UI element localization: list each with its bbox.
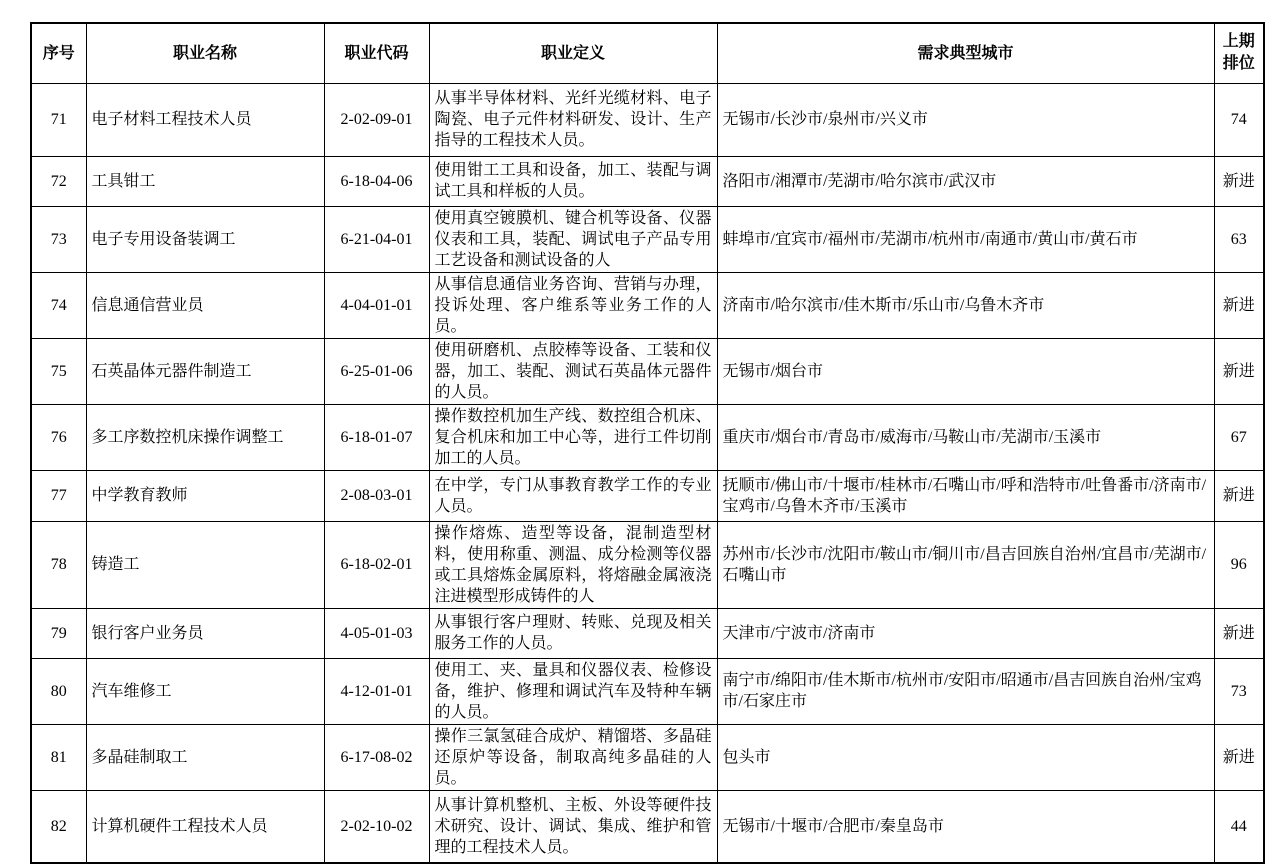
demand-cities: 无锡市/十堰市/合肥市/秦皇岛市 (717, 790, 1214, 863)
table-row (31, 608, 1264, 658)
occupation-definition: 使用研磨机、点胶棒等设备、工装和仪器，加工、装配、测试石英晶体元器件的人员。 (429, 338, 717, 404)
header-no: 序号 (31, 23, 86, 83)
row-no: 71 (31, 83, 86, 156)
row-no: 72 (31, 156, 86, 206)
table-row (31, 206, 1264, 272)
occupation-name: 电子材料工程技术人员 (86, 83, 324, 156)
occupation-name: 计算机硬件工程技术人员 (86, 790, 324, 863)
previous-rank: 新进 (1214, 724, 1264, 790)
table-row (31, 470, 1264, 521)
header-demand-cities: 需求典型城市 (717, 23, 1214, 83)
occupation-definition: 从事半导体材料、光纤光缆材料、电子陶瓷、电子元件材料研发、设计、生产指导的工程技术人员。 (429, 83, 717, 156)
occupation-code: 6-18-04-06 (324, 156, 429, 206)
table-row (31, 83, 1264, 156)
occupation-name: 中学教育教师 (86, 470, 324, 521)
occupation-definition: 使用钳工工具和设备，加工、装配与调试工具和样板的人员。 (429, 156, 717, 206)
table-row (31, 658, 1264, 724)
header-previous-rank-line2: 排位 (1222, 55, 1255, 73)
previous-rank: 新进 (1214, 272, 1264, 338)
row-no: 76 (31, 404, 86, 470)
previous-rank: 新进 (1214, 608, 1264, 658)
occupation-code: 2-02-10-02 (324, 790, 429, 863)
occupation-code: 6-18-01-07 (324, 404, 429, 470)
table-row (31, 404, 1264, 470)
occupation-name: 工具钳工 (86, 156, 324, 206)
row-no: 81 (31, 724, 86, 790)
header-previous-rank-line1: 上期 (1222, 33, 1255, 51)
occupation-definition: 操作数控机加生产线、数控组合机床、复合机床和加工中心等，进行工件切削加工的人员。 (429, 404, 717, 470)
demand-cities: 济南市/哈尔滨市/佳木斯市/乐山市/乌鲁木齐市 (717, 272, 1214, 338)
row-no: 80 (31, 658, 86, 724)
demand-cities: 包头市 (717, 724, 1214, 790)
demand-cities: 抚顺市/佛山市/十堰市/桂林市/石嘴山市/呼和浩特市/吐鲁番市/济南市/宝鸡市/乌鲁木齐市/玉溪市 (717, 470, 1214, 521)
occupation-name: 多工序数控机床操作调整工 (86, 404, 324, 470)
previous-rank: 67 (1214, 404, 1264, 470)
table-row (31, 724, 1264, 790)
previous-rank: 73 (1214, 658, 1264, 724)
row-no: 78 (31, 521, 86, 608)
occupation-code: 2-08-03-01 (324, 470, 429, 521)
occupation-name: 多晶硅制取工 (86, 724, 324, 790)
previous-rank: 新进 (1214, 470, 1264, 521)
table-row (31, 272, 1264, 338)
demand-cities: 无锡市/长沙市/泉州市/兴义市 (717, 83, 1214, 156)
demand-cities: 重庆市/烟台市/青岛市/威海市/马鞍山市/芜湖市/玉溪市 (717, 404, 1214, 470)
header-occupation-name: 职业名称 (86, 23, 324, 83)
occupation-name: 汽车维修工 (86, 658, 324, 724)
occupation-name: 石英晶体元器件制造工 (86, 338, 324, 404)
occupation-definition: 在中学，专门从事教育教学工作的专业人员。 (429, 470, 717, 521)
table-row (31, 521, 1264, 608)
row-no: 82 (31, 790, 86, 863)
occupation-code: 6-18-02-01 (324, 521, 429, 608)
occupation-code: 6-17-08-02 (324, 724, 429, 790)
table-header (31, 23, 1264, 83)
header-previous-rank (1214, 23, 1264, 83)
occupation-code: 4-12-01-01 (324, 658, 429, 724)
table-row (31, 156, 1264, 206)
occupations-table (30, 22, 1265, 864)
occupation-definition: 使用工、夹、量具和仪器仪表、检修设备，维护、修理和调试汽车及特种车辆的人员。 (429, 658, 717, 724)
occupation-definition: 从事银行客户理财、转账、兑现及相关服务工作的人员。 (429, 608, 717, 658)
previous-rank: 新进 (1214, 156, 1264, 206)
occupation-definition: 使用真空镀膜机、键合机等设备、仪器仪表和工具，装配、调试电子产品专用工艺设备和测试设备的人 (429, 206, 717, 272)
previous-rank: 96 (1214, 521, 1264, 608)
occupation-code: 6-25-01-06 (324, 338, 429, 404)
demand-cities: 洛阳市/湘潭市/芜湖市/哈尔滨市/武汉市 (717, 156, 1214, 206)
table-row (31, 338, 1264, 404)
demand-cities: 天津市/宁波市/济南市 (717, 608, 1214, 658)
occupation-code: 4-05-01-03 (324, 608, 429, 658)
occupation-name: 银行客户业务员 (86, 608, 324, 658)
occupation-definition: 操作三氯氢硅合成炉、精馏塔、多晶硅还原炉等设备，制取高纯多晶硅的人员。 (429, 724, 717, 790)
header-occupation-code: 职业代码 (324, 23, 429, 83)
demand-cities: 南宁市/绵阳市/佳木斯市/杭州市/安阳市/昭通市/昌吉回族自治州/宝鸡市/石家庄市 (717, 658, 1214, 724)
row-no: 75 (31, 338, 86, 404)
header-row (31, 23, 1264, 83)
demand-cities: 苏州市/长沙市/沈阳市/鞍山市/铜川市/昌吉回族自治州/宜昌市/芜湖市/石嘴山市 (717, 521, 1214, 608)
header-occupation-definition: 职业定义 (429, 23, 717, 83)
previous-rank: 新进 (1214, 338, 1264, 404)
table-row (31, 790, 1264, 863)
demand-cities: 无锡市/烟台市 (717, 338, 1214, 404)
table-body (31, 83, 1264, 863)
occupation-definition: 操作熔炼、造型等设备，混制造型材料，使用称重、测温、成分检测等仪器或工具熔炼金属原料，将熔融金属液浇注进模型形成铸件的人 (429, 521, 717, 608)
occupation-name: 信息通信营业员 (86, 272, 324, 338)
row-no: 74 (31, 272, 86, 338)
occupation-name: 铸造工 (86, 521, 324, 608)
row-no: 79 (31, 608, 86, 658)
occupation-code: 4-04-01-01 (324, 272, 429, 338)
previous-rank: 63 (1214, 206, 1264, 272)
row-no: 73 (31, 206, 86, 272)
occupation-definition: 从事计算机整机、主板、外设等硬件技术研究、设计、调试、集成、维护和管理的工程技术人员。 (429, 790, 717, 863)
occupation-code: 6-21-04-01 (324, 206, 429, 272)
previous-rank: 74 (1214, 83, 1264, 156)
previous-rank: 44 (1214, 790, 1264, 863)
occupation-code: 2-02-09-01 (324, 83, 429, 156)
occupation-name: 电子专用设备装调工 (86, 206, 324, 272)
demand-cities: 蚌埠市/宜宾市/福州市/芜湖市/杭州市/南通市/黄山市/黄石市 (717, 206, 1214, 272)
occupation-definition: 从事信息通信业务咨询、营销与办理，投诉处理、客户维系等业务工作的人员。 (429, 272, 717, 338)
row-no: 77 (31, 470, 86, 521)
